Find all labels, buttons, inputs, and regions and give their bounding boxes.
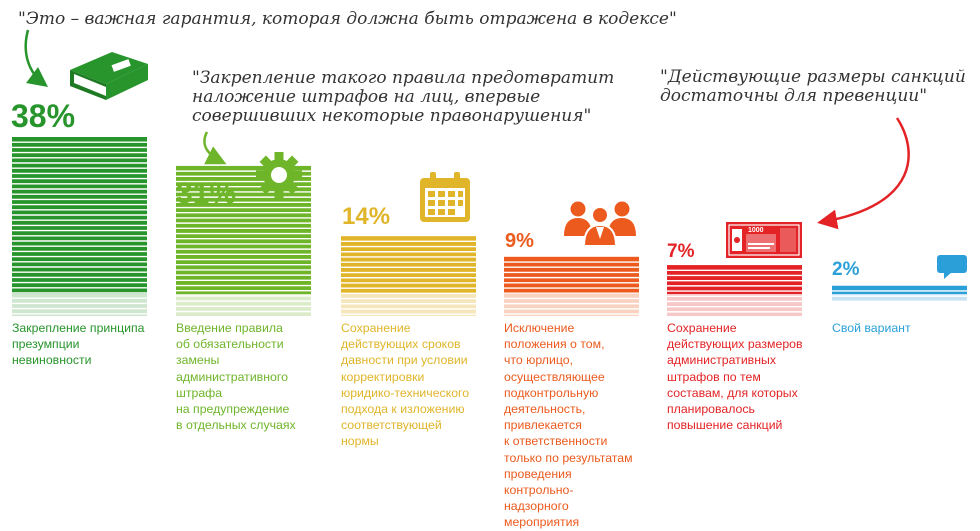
quote-warning-rule: "Закрепление такого правила предотвратит наложение штрафов на лиц, впервые совершивших некоторые правонарушения" — [192, 68, 615, 126]
bar-1 — [12, 137, 147, 316]
category-label-1: Закрепление принципа презумпции невиновности — [12, 321, 145, 368]
people-icon — [560, 198, 640, 246]
category-label-6: Свой вариант — [832, 321, 911, 335]
banknote-text: 1000 — [748, 227, 764, 234]
quote-presumption: "Это – важная гарантия, которая должна быть отражена в кодексе" — [18, 9, 677, 29]
bar-fill-6 — [832, 286, 967, 294]
bar-reflection-1 — [12, 294, 147, 316]
category-label-5: Сохранение действующих размеров административных штрафов по тем составам, для которых планировалось повышение санкций — [667, 321, 803, 433]
value-label-6: 2% — [832, 259, 860, 280]
quote-sanctions: "Действующие размеры санкций достаточны для превенции" — [660, 67, 966, 106]
value-label-4: 9% — [505, 230, 534, 252]
bar-fill-5 — [667, 265, 802, 294]
bar-reflection-4 — [504, 294, 639, 316]
bar-3 — [341, 236, 476, 316]
bar-reflection-5 — [667, 294, 802, 316]
category-label-2: Введение правила об обязательности замены административного штрафа на предупреждение в отдельных случаях — [176, 321, 296, 433]
category-label-3: Сохранение действующих сроков давности при условии корректировки юридико-технического подхода к изложению соответствующей нормы — [341, 321, 470, 449]
value-label-2: 31% — [176, 177, 237, 210]
gear-icon — [256, 152, 302, 198]
book-icon — [62, 46, 152, 104]
banknotes-icon — [724, 220, 804, 260]
bar-4 — [504, 257, 639, 316]
arrow-quote2 — [204, 132, 222, 162]
bar-reflection-3 — [341, 294, 476, 316]
bar-6 — [832, 286, 967, 302]
arrow-quote1 — [26, 30, 44, 84]
calendar-icon — [418, 172, 472, 224]
arrow-quote3 — [822, 118, 909, 222]
value-label-5: 7% — [667, 241, 695, 262]
value-label-3: 14% — [342, 203, 391, 230]
speech-bubble-icon — [936, 254, 968, 280]
bar-5 — [667, 265, 802, 316]
bar-reflection-2 — [176, 294, 311, 316]
bar-fill-3 — [341, 236, 476, 294]
category-label-4: Исключение положения о том, что юрлицо, осуществляющее подконтрольную деятельность, привлекается к ответственности только по результатам проведения контрольно- надзорного мероприятия — [504, 321, 633, 530]
value-label-1: 38% — [11, 98, 76, 134]
